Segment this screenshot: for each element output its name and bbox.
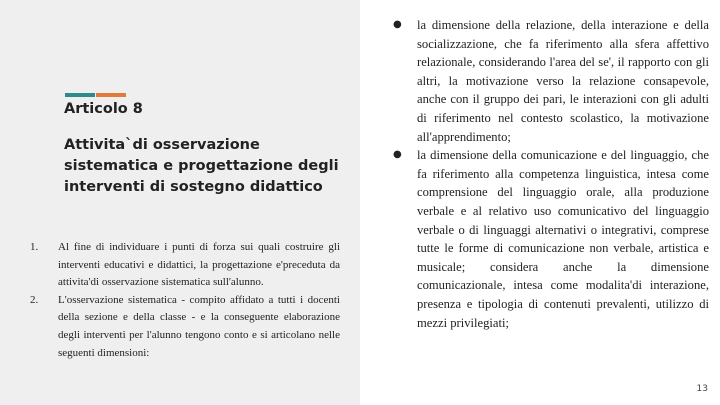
bullet-item-text: la dimensione della relazione, della interazione e della socializzazione, che fa riferimento alla sfera affettivo relazionale, considerando l'area del se', il rapporto con gli altri, la motivazione verso la relazione consapevole, anche con il gruppo dei pari, le interazioni con gli adulti di riferimento nel contesto scolastico, la motivazione all'apprendimento;: [417, 18, 709, 144]
page-number: 13: [696, 384, 708, 394]
bullet-icon: ●: [393, 19, 402, 30]
bullet-item-text: la dimensione della comunicazione e del linguaggio, che fa riferimento alla competenza linguistica, intesa come comprensione del linguaggio orale, alla produzione verbale e al relativo uso comunicativo del linguaggio verbale o di linguaggi alternativi o integrativi, comprese tutte le forme di comunicazione non verbale, artistica e musicale; considera anche la dimensione comunicazionale, intesa come modalita'di interazione, presenza e tipologia di contenuti prevalenti, utilizzo di mezzi privilegiati;: [417, 148, 709, 330]
numbered-list: [30, 239, 340, 362]
list-item-text: L'osservazione sistematica - compito affidato a tutti i docenti della sezione e della classe - e la conseguente elaborazione degli interventi per l'alunno tengono conto e si articolano nelle seguenti dimensioni:: [58, 293, 340, 359]
bullet-item: [392, 146, 709, 332]
list-item: [30, 292, 340, 362]
bullet-icon: ●: [393, 149, 402, 161]
bullet-list: [392, 16, 709, 332]
accent-bar-teal: [65, 93, 95, 97]
list-item: [30, 239, 340, 292]
section-title: Attivita`di osservazione sistematica e progettazione degli interventi di sostegno didattico: [64, 137, 339, 195]
accent-bar-orange: [96, 93, 126, 97]
list-item-number: 1.: [30, 241, 39, 253]
article-title: Articolo 8: [64, 101, 143, 117]
bullet-item: [392, 16, 709, 146]
list-item-number: 2.: [30, 293, 39, 306]
list-item-text: Al fine di individuare i punti di forza sui quali costruire gli interventi educativi e didattici, la progettazione e'preceduta da attivita'di osservazione sistematica sull'alunno.: [58, 241, 340, 289]
